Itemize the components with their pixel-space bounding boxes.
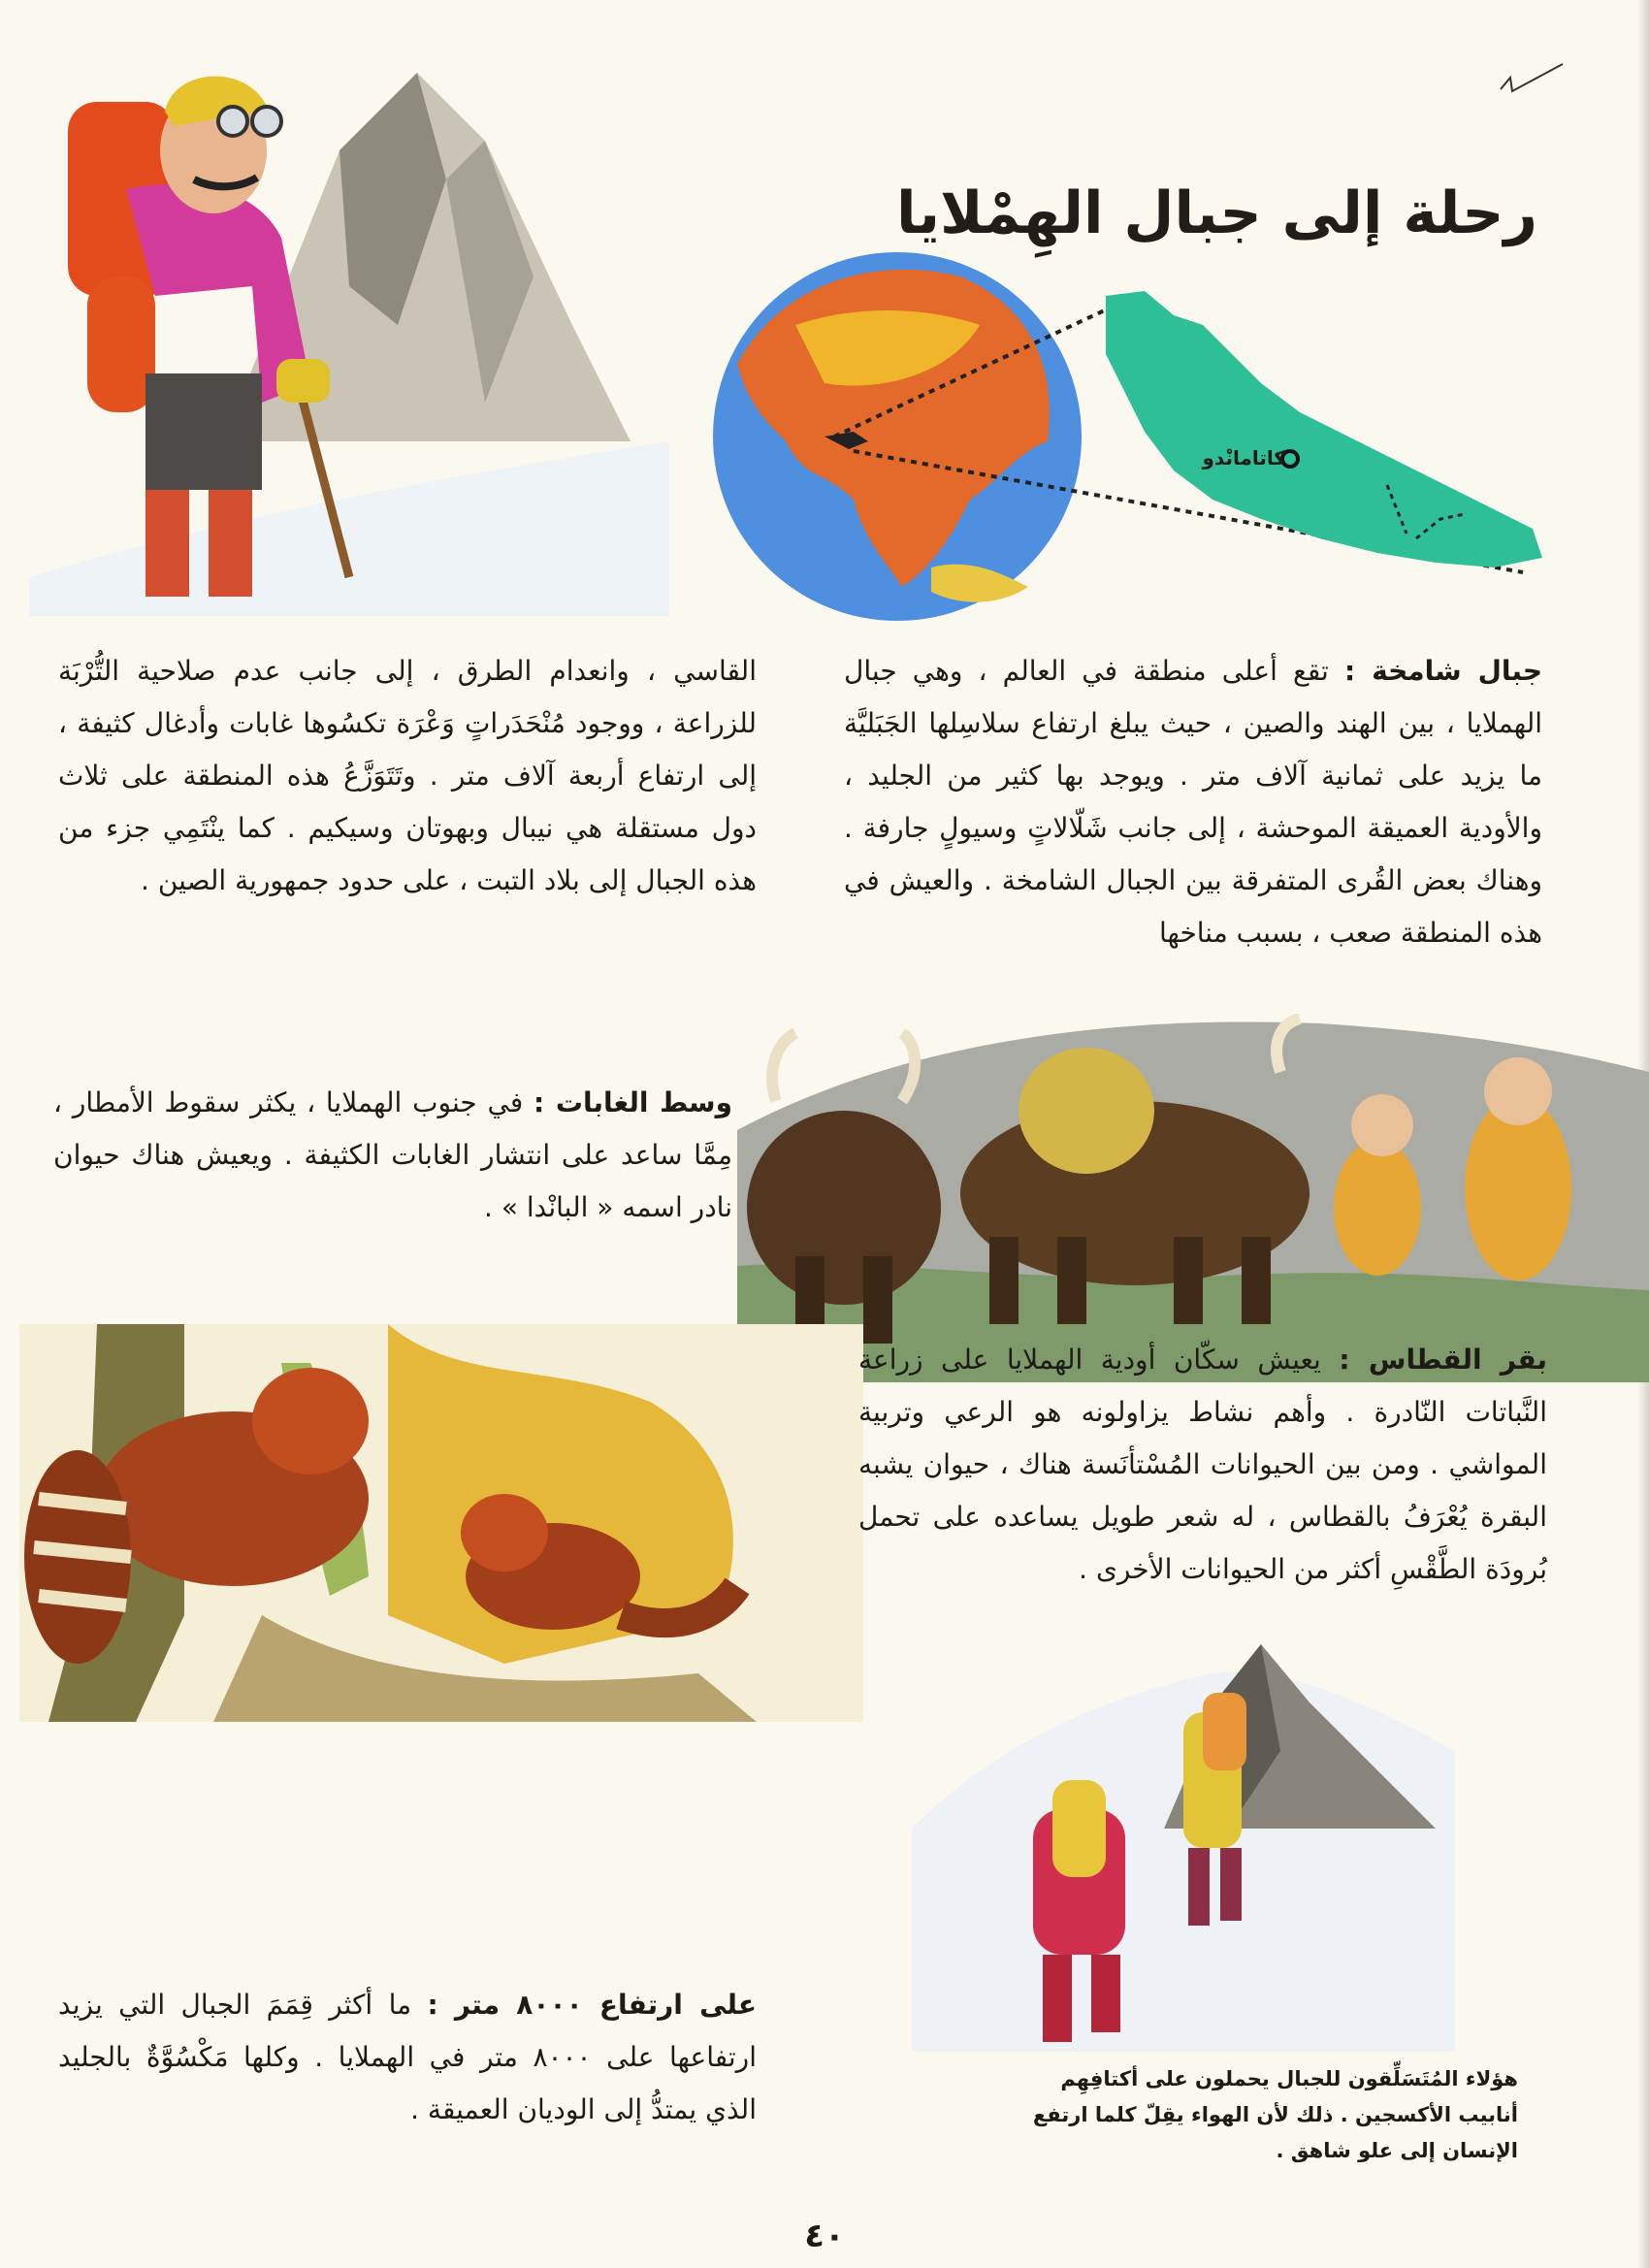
section-heading: وسط الغابات :	[534, 1086, 732, 1118]
section-mountains-continued	[58, 645, 757, 907]
section-heading: بقر القطاس :	[1339, 1344, 1547, 1376]
section-text: في جنوب الهملايا ، يكثر سقوط الأمطار ، مِمَّا ساعد على انتشار الغابات الكثيفة . ويعيش هناك حيوان نادر اسمه « البانْدا » .	[53, 1086, 732, 1223]
climbers-illustration	[912, 1635, 1455, 2052]
climber-illustration	[29, 34, 669, 616]
red-pandas-illustration	[19, 1324, 863, 1722]
map-city-label: كاتامانْدو	[1202, 446, 1285, 470]
page-number: ٤٠	[804, 2217, 845, 2255]
section-text: ما أكثر قِمَمَ الجبال التي يزيد ارتفاعها على ٨٠٠٠ متر في الهملايا . وكلها مَكْسُوَّةٌ بالجليد الذي يمتدُّ إلى الوديان العميقة .	[58, 1989, 757, 2125]
section-text: القاسي ، وانعدام الطرق ، إلى جانب عدم صلاحية التُّرْبَة للزراعة ، ووجود مُنْحَدَراتٍ وَعْرَة تكسُوها غابات وأدغال كثيفة ، إلى ارتفاع أربعة آلاف متر . وتَتَوَزَّعُ هذه المنطقة على ثلاث دول مستقلة هي نيبال وبهوتان وسيكيم . كما ينْتَمِي جزء من هذه الجبال إلى بلاد التبت ، على حدود جمهورية الصين .	[58, 655, 757, 896]
section-text: يعيش سكّان أودية الهملايا على زراعة النَّباتات النّادرة . وأهم نشاط يزاولونه هو الرعي وتربية المواشي . ومن بين الحيوانات المُسْتأنَسة هناك ، حيوان يشبه البقرة يُعْرَفُ بالقطاس ، له شعر طويل يساعده على تحمل بُرودَة الطَّقْسِ أكثر من الحيوانات الأخرى .	[858, 1344, 1547, 1585]
nepal-map	[1086, 286, 1552, 577]
section-forests	[53, 1077, 732, 1234]
yaks-illustration	[737, 1014, 1649, 1382]
section-heading: على ارتفاع ٨٠٠٠ متر :	[427, 1989, 757, 2021]
check-mark	[1499, 60, 1567, 99]
section-heading: جبال شامخة :	[1343, 655, 1543, 687]
section-mountains	[844, 645, 1542, 959]
section-yaks	[858, 1334, 1547, 1596]
page-title: رحلة إلى جبال الهِمْلايا	[896, 179, 1537, 248]
climbers-caption: هؤلاء المُتَسَلِّقون للجبال يحملون على أكتافِهِم أنابيب الأكسجين . ذلك لأن الهواء يقِلّ كلما ارتفع الإنسان إلى علو شاهق .	[1032, 2067, 1518, 2162]
section-text: تقع أعلى منطقة في العالم ، وهي جبال الهملايا ، بين الهند والصين ، حيث يبلغ ارتفاع سلاسِلها الجَبَليَّة ما يزيد على ثمانية آلاف متر . ويوجد بها كثير من الجليد ، والأودية العميقة الموحشة ، إلى جانب شَلّالاتٍ وسيولٍ جارفة . وهناك بعض القُرى المتفرقة بين الجبال الشامخة . والعيش في هذه المنطقة صعب ، بسبب مناخها	[844, 655, 1542, 949]
section-peaks	[58, 1979, 757, 2136]
